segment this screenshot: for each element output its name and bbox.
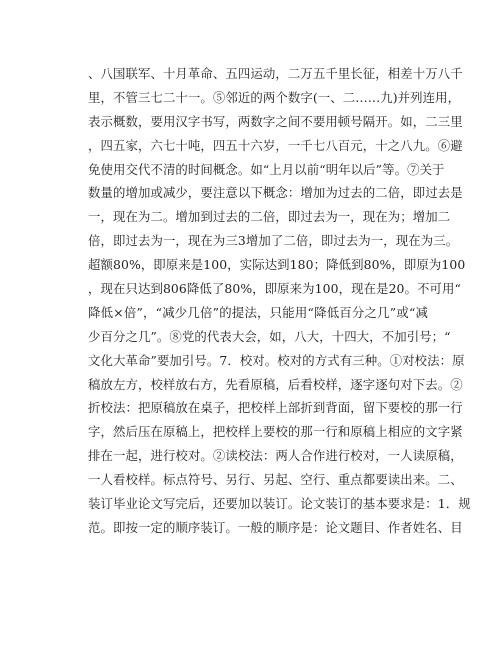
- text-line: 免使用交代不清的时间概念。如“上月以前“明年以后”等。⑦关于: [88, 161, 445, 177]
- text-line: 表示概数，要用汉字书写，两数字之间不要用顿号隔开。如，二三里: [88, 113, 463, 129]
- text-line: 文化大革命”要加引号。7．校对。校对的方式有三种。①对校法：原: [88, 352, 465, 368]
- text-line: 倍，即过去为一，现在为三3增加了二倍，即过去为一，现在为三。: [88, 233, 459, 249]
- text-line: 超额80%，即原来是100，实际达到180；降低到80%，即原为100: [88, 257, 466, 273]
- text-line: 范。即按一定的顺序装订。一般的顺序是：论文题目、作者姓名、目: [88, 519, 463, 535]
- text-line: 里，不管三七二十一。⑤邻近的两个数字(一、二……九)并列连用，: [88, 89, 461, 105]
- text-line: 一人看校样。标点符号、另行、另起、空行、重点都要读出来。二、: [88, 472, 463, 488]
- body-text: [88, 62, 471, 540]
- text-line: 数量的增加或减少，要注意以下概念：增加为过去的二倍，即过去是: [88, 185, 463, 201]
- text-line: 降低×倍”，“减少几倍”的提法，只能用“降低百分之几”或“减: [88, 304, 428, 320]
- text-line: 稿放左方，校样放右方，先看原稿，后看校样，逐字逐句对下去。②: [88, 376, 463, 392]
- text-line: ，现在只达到806降低了80%，即原来为100，现在是20。不可用“: [88, 281, 461, 297]
- text-line: 一，现在为二。增加到过去的二倍，即过去为一，现在为；增加二: [88, 209, 451, 225]
- text-line: 折校法：把原稿放在桌子，把校样上部折到背面，留下要校的那一行: [88, 400, 463, 416]
- text-line: 排在一起，进行校对。②读校法：两人合作进行校对，一人读原稿，: [88, 448, 463, 464]
- text-line: ，四五家，六七十吨，四五十六岁，一千七八百元，十之八九。⑥避: [88, 137, 463, 153]
- text-line: 、八国联军、十月革命、五四运动，二万五千里长征，相差十万八千: [88, 66, 463, 81]
- text-line: 少百分之几”。⑧党的代表大会，如，八大，十四大，不加引号；“: [88, 328, 451, 344]
- text-line: 装订毕业论文写完后，还要加以装订。论文装订的基本要求是：1．规: [88, 496, 471, 512]
- text-line: 字，然后压在原稿上，把校样上要校的那一行和原稿上相应的文字紧: [88, 424, 463, 440]
